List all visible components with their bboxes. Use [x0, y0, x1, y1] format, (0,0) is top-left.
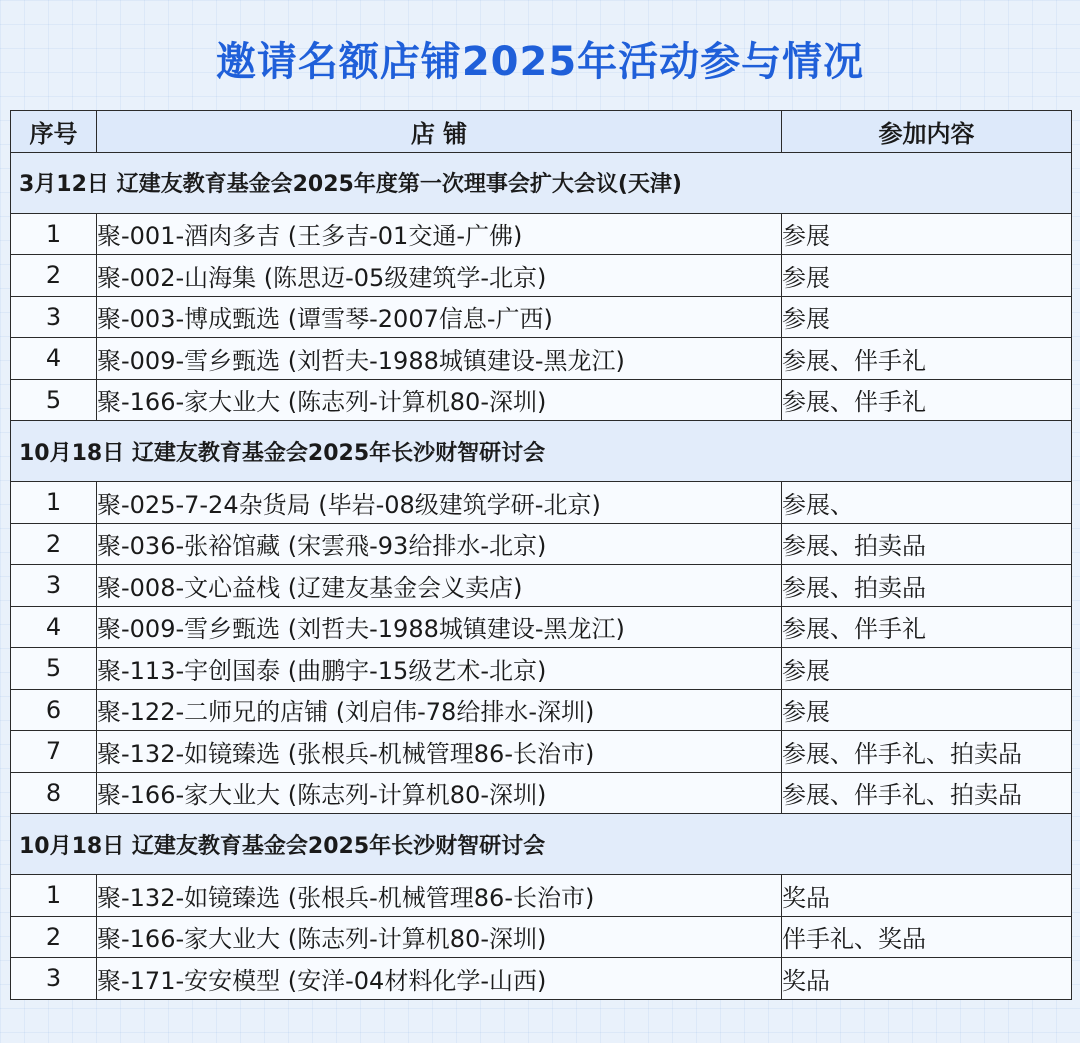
table-row — [11, 606, 1072, 648]
row-shop: 聚-166-家大业大 (陈志列-计算机80-深圳) — [97, 916, 782, 958]
row-shop: 聚-003-博成甄选 (谭雪琴-2007信息-广西) — [97, 296, 782, 338]
row-content: 参展、伴手礼、拍卖品 — [782, 731, 1072, 773]
row-content: 参展、拍卖品 — [782, 565, 1072, 607]
table-row — [11, 523, 1072, 565]
row-content: 参展、伴手礼 — [782, 379, 1072, 421]
section-header-row — [11, 421, 1072, 482]
row-seq: 4 — [11, 606, 97, 648]
section-title: 10月18日 辽建友教育基金会2025年长沙财智研讨会 — [11, 421, 1072, 482]
table-row — [11, 958, 1072, 1000]
table-row — [11, 772, 1072, 814]
table-row — [11, 648, 1072, 690]
row-content: 参展、拍卖品 — [782, 523, 1072, 565]
row-seq: 1 — [11, 213, 97, 255]
row-seq: 5 — [11, 379, 97, 421]
row-shop: 聚-132-如镜臻选 (张根兵-机械管理86-长治市) — [97, 875, 782, 917]
participation-table — [10, 110, 1072, 1000]
row-shop: 聚-008-文心益栈 (辽建友基金会义卖店) — [97, 565, 782, 607]
row-seq: 3 — [11, 296, 97, 338]
row-shop: 聚-132-如镜臻选 (张根兵-机械管理86-长治市) — [97, 731, 782, 773]
row-content: 奖品 — [782, 958, 1072, 1000]
row-shop: 聚-009-雪乡甄选 (刘哲夫-1988城镇建设-黑龙江) — [97, 606, 782, 648]
table-row — [11, 689, 1072, 731]
row-seq: 5 — [11, 648, 97, 690]
header-shop: 店 铺 — [97, 111, 782, 153]
row-shop: 聚-166-家大业大 (陈志列-计算机80-深圳) — [97, 772, 782, 814]
table-body — [11, 152, 1072, 999]
row-content: 奖品 — [782, 875, 1072, 917]
table-row — [11, 482, 1072, 524]
row-shop: 聚-025-7-24杂货局 (毕岩-08级建筑学研-北京) — [97, 482, 782, 524]
row-content: 参展 — [782, 255, 1072, 297]
row-seq: 3 — [11, 565, 97, 607]
row-content: 参展 — [782, 296, 1072, 338]
row-seq: 7 — [11, 731, 97, 773]
row-content: 参展、伴手礼 — [782, 606, 1072, 648]
row-seq: 3 — [11, 958, 97, 1000]
row-shop: 聚-171-安安模型 (安洋-04材料化学-山西) — [97, 958, 782, 1000]
row-shop: 聚-113-宇创国泰 (曲鹏宇-15级艺术-北京) — [97, 648, 782, 690]
table-row — [11, 875, 1072, 917]
row-seq: 4 — [11, 338, 97, 380]
row-shop: 聚-122-二师兄的店铺 (刘启伟-78给排水-深圳) — [97, 689, 782, 731]
table-row — [11, 379, 1072, 421]
row-seq: 2 — [11, 255, 97, 297]
page-title: 邀请名额店铺2025年活动参与情况 — [215, 39, 865, 85]
row-shop: 聚-166-家大业大 (陈志列-计算机80-深圳) — [97, 379, 782, 421]
row-content: 参展、伴手礼、拍卖品 — [782, 772, 1072, 814]
row-seq: 8 — [11, 772, 97, 814]
row-shop: 聚-009-雪乡甄选 (刘哲夫-1988城镇建设-黑龙江) — [97, 338, 782, 380]
table-row — [11, 255, 1072, 297]
table-row — [11, 731, 1072, 773]
section-header-row — [11, 814, 1072, 875]
section-title: 10月18日 辽建友教育基金会2025年长沙财智研讨会 — [11, 814, 1072, 875]
row-shop: 聚-001-酒肉多吉 (王多吉-01交通-广佛) — [97, 213, 782, 255]
row-content: 参展、伴手礼 — [782, 338, 1072, 380]
row-content: 参展 — [782, 648, 1072, 690]
table-row — [11, 338, 1072, 380]
section-title: 3月12日 辽建友教育基金会2025年度第一次理事会扩大会议(天津) — [11, 152, 1072, 213]
row-seq: 6 — [11, 689, 97, 731]
row-content: 参展 — [782, 213, 1072, 255]
row-shop: 聚-002-山海集 (陈思迈-05级建筑学-北京) — [97, 255, 782, 297]
table-row — [11, 565, 1072, 607]
table-header-row — [11, 111, 1072, 153]
table-row — [11, 916, 1072, 958]
section-header-row — [11, 152, 1072, 213]
row-seq: 1 — [11, 482, 97, 524]
table-row — [11, 213, 1072, 255]
row-seq: 1 — [11, 875, 97, 917]
row-content: 参展 — [782, 689, 1072, 731]
table-row — [11, 296, 1072, 338]
row-shop: 聚-036-张裕馆藏 (宋雲飛-93给排水-北京) — [97, 523, 782, 565]
row-content: 伴手礼、奖品 — [782, 916, 1072, 958]
row-content: 参展、 — [782, 482, 1072, 524]
row-seq: 2 — [11, 523, 97, 565]
header-content: 参加内容 — [782, 111, 1072, 153]
header-seq: 序号 — [11, 111, 97, 153]
row-seq: 2 — [11, 916, 97, 958]
